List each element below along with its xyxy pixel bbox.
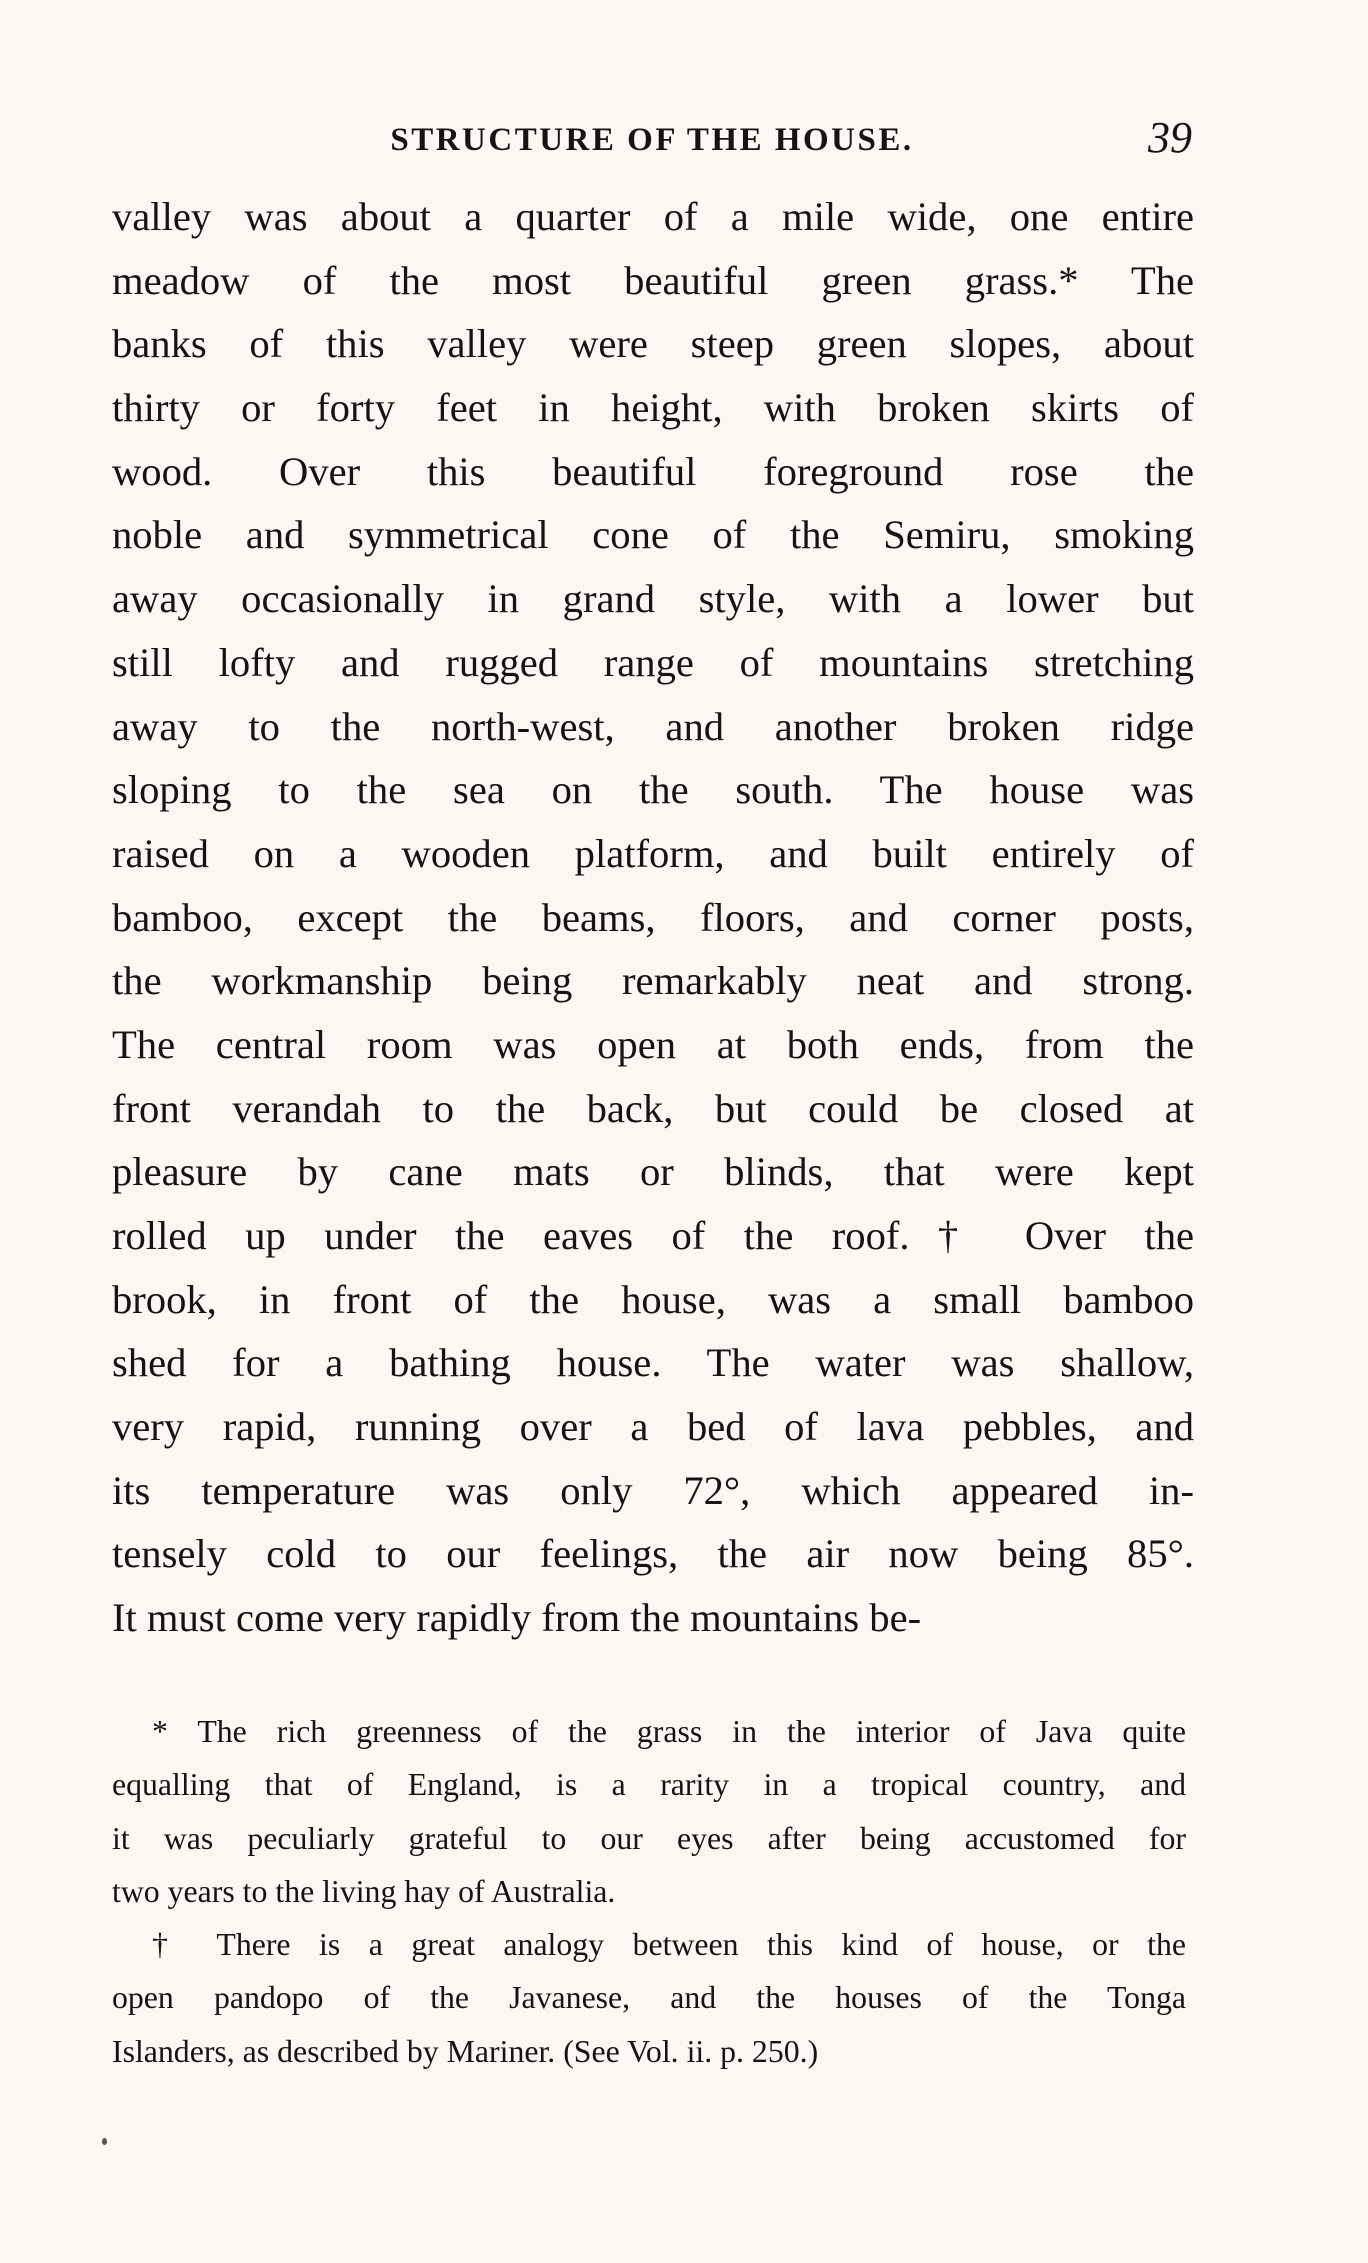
footnote-dagger xyxy=(112,1918,1186,2078)
page-number: 39 xyxy=(1148,113,1192,162)
body-line: tensely cold to our feelings, the air now being 85°. xyxy=(112,1531,1194,1577)
body-line: very rapid, running over a bed of lava pebbles, and xyxy=(112,1404,1194,1450)
ink-speck xyxy=(102,2138,107,2145)
body-line: away to the north-west, and another broken ridge xyxy=(112,703,1194,749)
footnote-line: † There is a great analogy between this kind of house, or the xyxy=(152,1927,1186,1963)
body-line: The central room was open at both ends, from the xyxy=(112,1021,1194,1067)
footnote-line: open pandopo of the Javanese, and the houses of the Tonga xyxy=(112,1980,1186,2016)
body-text xyxy=(112,185,1194,1650)
footnote-asterisk xyxy=(112,1705,1186,1918)
body-line: the workmanship being remarkably neat and strong. xyxy=(112,958,1194,1004)
body-line: valley was about a quarter of a mile wide, one entire xyxy=(112,194,1194,239)
body-line: away occasionally in grand style, with a lower but xyxy=(112,576,1194,622)
body-line: still lofty and rugged range of mountains stretching xyxy=(112,639,1194,685)
footnote-line: Islanders, as described by Mariner. (See Vol. ii. p. 250.) xyxy=(112,2033,819,2069)
body-line: brook, in front of the house, was a small bamboo xyxy=(112,1276,1194,1322)
body-line: wood. Over this beautiful foreground rose the xyxy=(112,448,1194,494)
running-title: STRUCTURE OF THE HOUSE. xyxy=(390,122,914,158)
footnotes xyxy=(112,1705,1186,2078)
body-line: rolled up under the eaves of the roof.† Over the xyxy=(112,1213,1194,1258)
body-line: its temperature was only 72°, which appeared in- xyxy=(112,1467,1194,1513)
footnote-line: two years to the living hay of Australia. xyxy=(112,1873,616,1909)
body-line: banks of this valley were steep green slopes, about xyxy=(112,321,1194,367)
footnote-line: equalling that of England, is a rarity in a tropical country, and xyxy=(112,1767,1186,1803)
running-head xyxy=(112,110,1192,170)
body-line: thirty or forty feet in height, with broken skirts of xyxy=(112,385,1194,431)
body-line: noble and symmetrical cone of the Semiru, smoking xyxy=(112,512,1194,558)
body-line: front verandah to the back, but could be closed at xyxy=(112,1085,1194,1131)
footnote-line: * The rich greenness of the grass in the interior of Java quite xyxy=(152,1714,1186,1749)
body-line: sloping to the sea on the south. The house was xyxy=(112,767,1194,813)
body-line: shed for a bathing house. The water was shallow, xyxy=(112,1340,1194,1386)
body-line: bamboo, except the beams, floors, and corner posts, xyxy=(112,894,1194,940)
body-line: raised on a wooden platform, and built entirely of xyxy=(112,830,1194,876)
body-line: meadow of the most beautiful green grass.* The xyxy=(112,257,1194,303)
body-line: pleasure by cane mats or blinds, that were kept xyxy=(112,1149,1194,1195)
footnote-line: it was peculiarly grateful to our eyes after being accustomed for xyxy=(112,1820,1186,1856)
body-line: It must come very rapidly from the mountains be- xyxy=(112,1595,922,1641)
